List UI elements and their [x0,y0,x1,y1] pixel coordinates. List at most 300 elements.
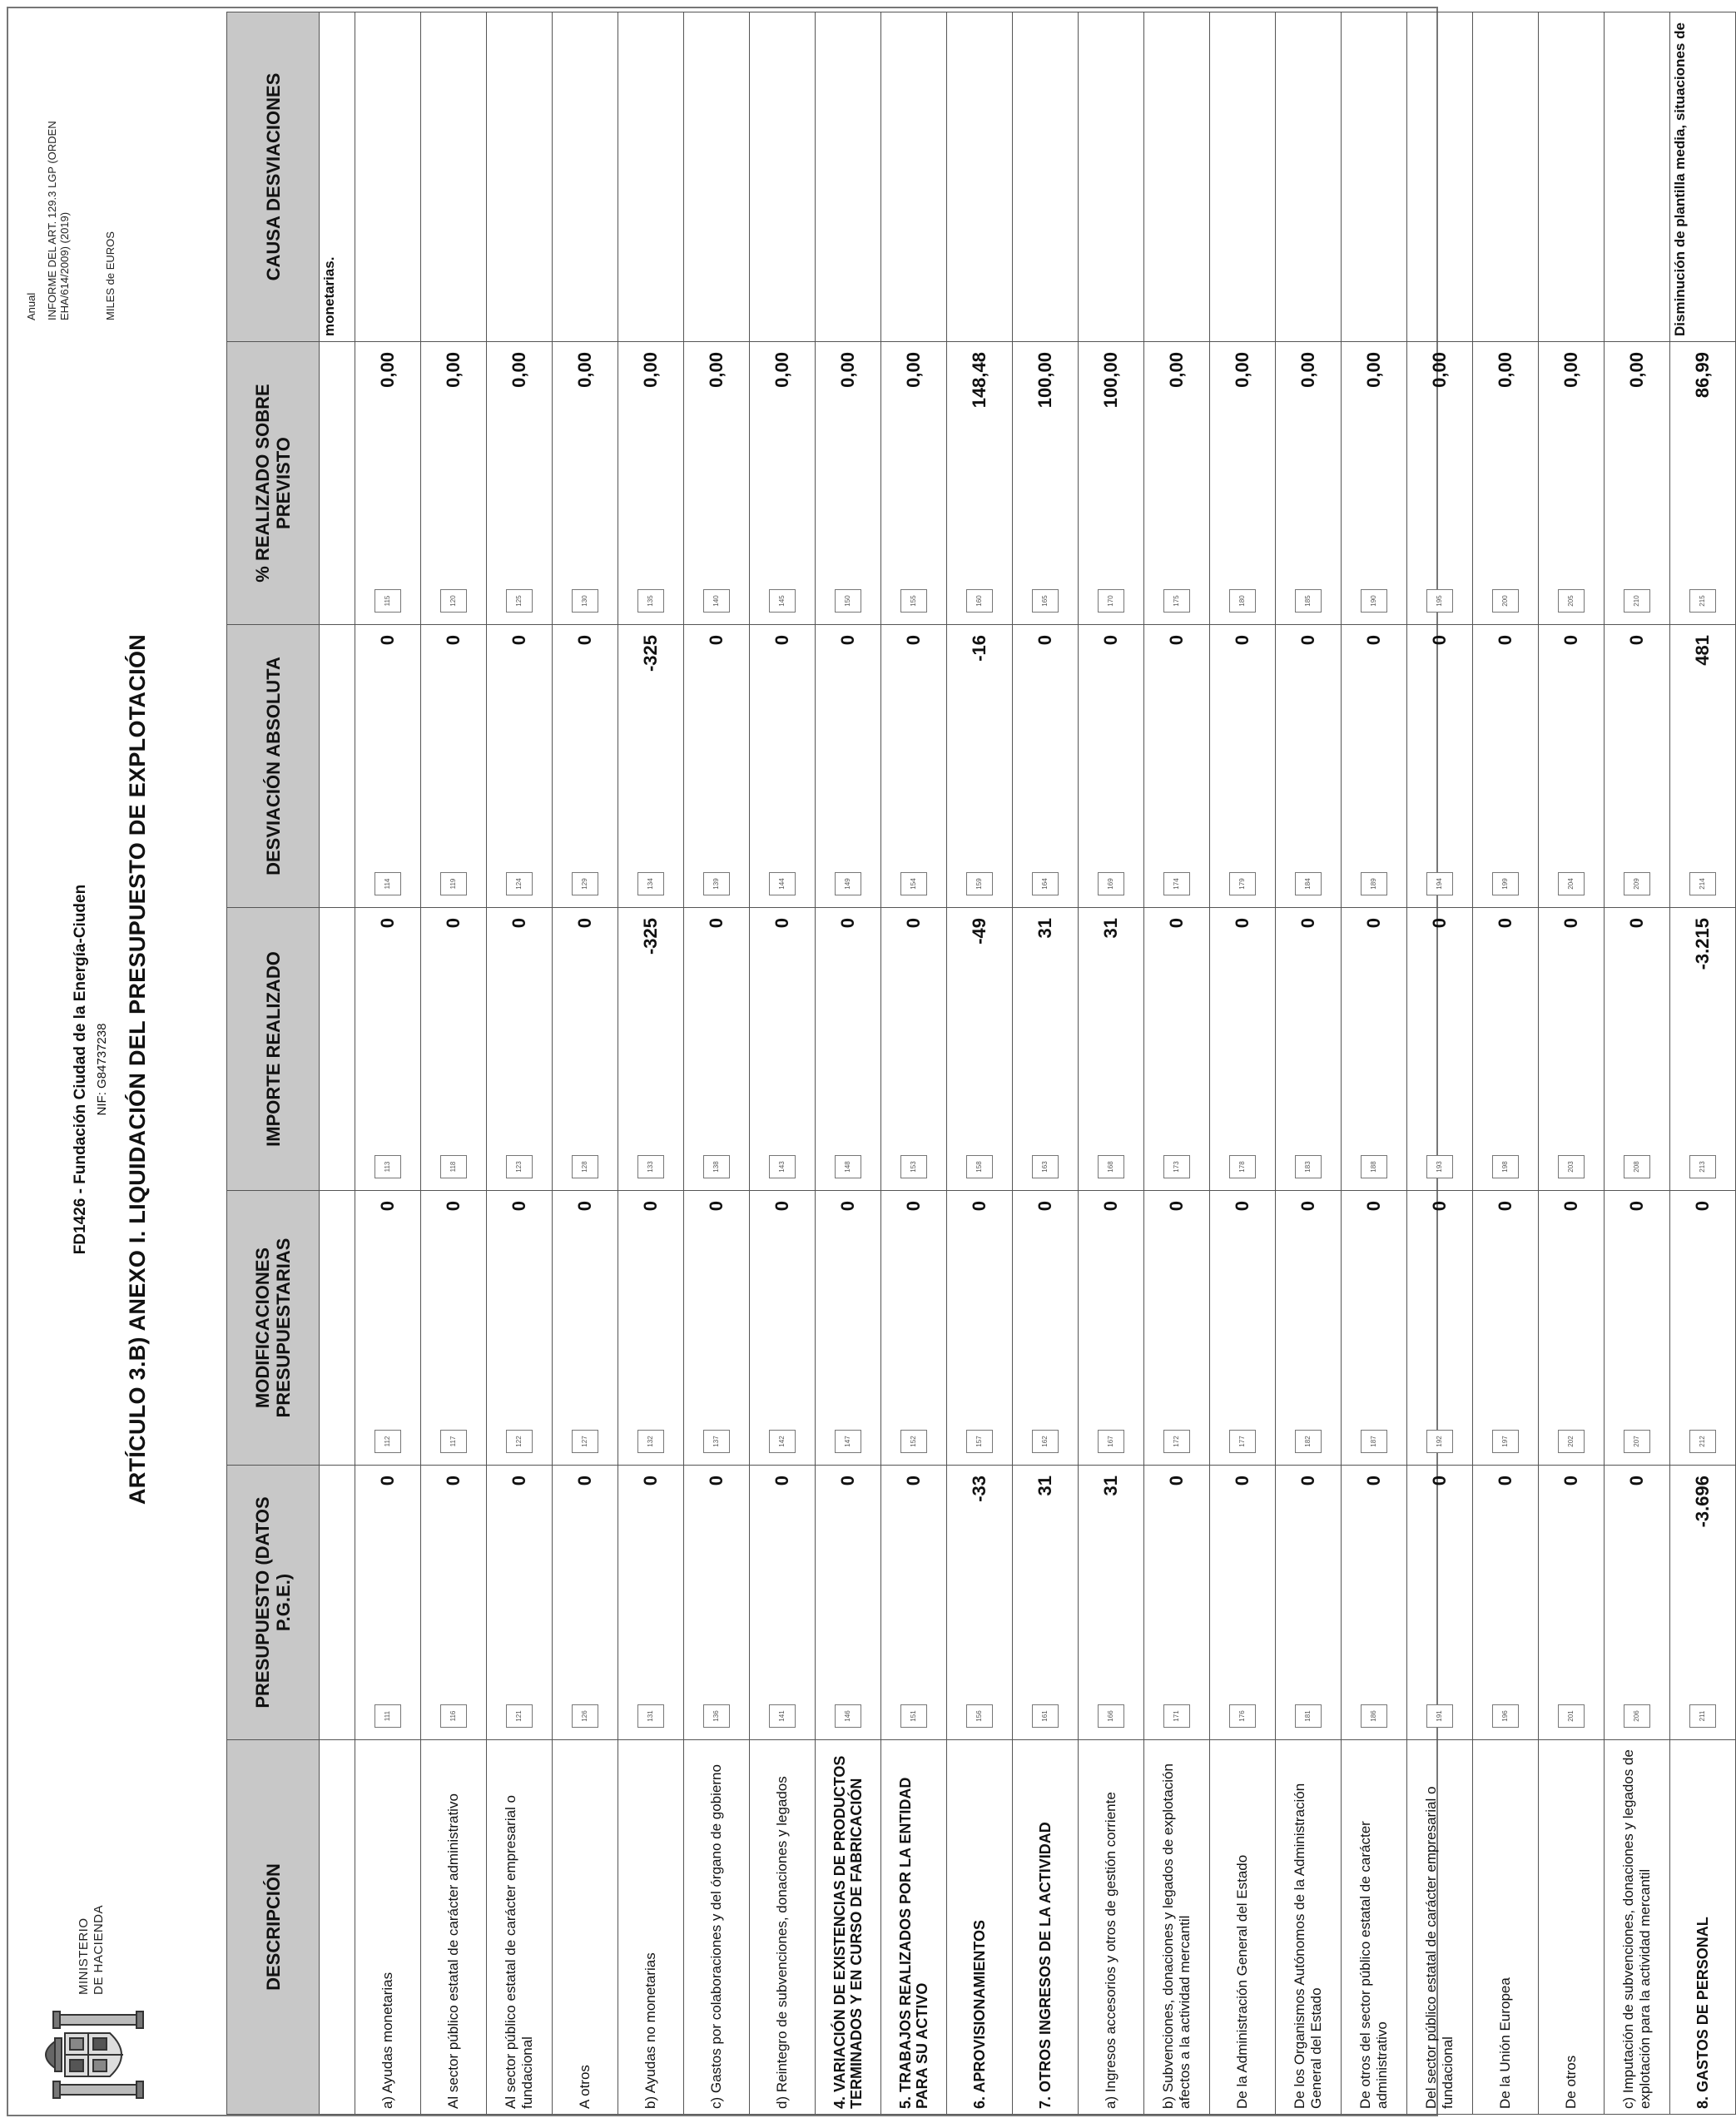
field-code-box: 120 [440,589,467,613]
field-code-box: 185 [1295,589,1322,613]
table-row [684,12,750,2115]
cell-value: 0 [1692,1201,1713,1212]
value-cell [1342,908,1407,1191]
row-cause [684,12,750,342]
cell-value: 0 [706,1476,727,1486]
field-code-box: 165 [1032,589,1059,613]
field-code-box: 143 [769,1155,796,1178]
cell-value: 0 [1429,635,1450,646]
field-code-box: 155 [900,589,927,613]
cell-value: 0 [377,1201,398,1212]
value-cell [684,1466,750,1740]
cell-value: 148,48 [969,352,990,409]
cell-value: 0 [837,635,858,646]
cell-value: 0,00 [837,352,858,388]
field-code-box: 162 [1032,1430,1059,1453]
field-code-box: 114 [374,872,401,895]
cell-value: 0 [1232,1476,1252,1486]
value-cell [947,342,1013,625]
field-code-box: 214 [1689,872,1716,895]
cell-value: 0,00 [640,352,661,388]
field-code-box: 212 [1689,1430,1716,1453]
table-row [487,12,553,2115]
cell-value: 0 [1429,1476,1450,1486]
field-code-box: 137 [703,1430,730,1453]
value-cell [421,1466,487,1740]
value-cell [947,625,1013,908]
field-code-box: 213 [1689,1155,1716,1178]
row-description: 7. OTROS INGRESOS DE LA ACTIVIDAD [1013,1740,1079,2115]
row-description: 6. APROVISIONAMIENTOS [947,1740,1013,2115]
value-cell [487,1191,553,1466]
field-code-box: 150 [835,589,861,613]
cell-value: 0 [1100,1201,1121,1212]
value-cell [1013,342,1079,625]
report-frequency: Anual [25,292,37,320]
field-code-box: 183 [1295,1155,1322,1178]
continuation-empty [320,1466,355,1740]
cell-value: -16 [969,635,990,662]
row-description: a) Ingresos accesorios y otros de gestión corriente [1079,1740,1144,2115]
cell-value: 0,00 [706,352,727,388]
row-description: c) Gastos por colaboraciones y del órgano de gobierno [684,1740,750,2115]
cell-value: 0 [771,1476,792,1486]
field-code-box: 191 [1426,1704,1453,1728]
table-row [1276,12,1342,2115]
value-cell [750,908,816,1191]
value-cell [355,342,421,625]
value-cell [1407,1466,1473,1740]
table-row [1539,12,1605,2115]
value-cell [1210,1191,1276,1466]
field-code-box: 188 [1361,1155,1387,1178]
cell-value: -3.696 [1692,1476,1713,1528]
cell-value: 0 [1297,1476,1318,1486]
cell-value: 0,00 [1363,352,1384,388]
value-cell [618,1191,684,1466]
table-row [1473,12,1539,2115]
field-code-box: 166 [1098,1704,1124,1728]
value-cell [553,1466,618,1740]
row-cause [750,12,816,342]
value-cell [355,625,421,908]
field-code-box: 194 [1426,872,1453,895]
cell-value: 0 [574,635,595,646]
row-description: a) Ayudas monetarias [355,1740,421,2115]
row-cause [816,12,881,342]
cell-value: 0 [1166,635,1187,646]
page-header [8,8,221,2118]
value-cell [881,342,947,625]
document-frame [7,7,1713,2116]
cell-value: 0,00 [1626,352,1647,388]
field-code-box: 146 [835,1704,861,1728]
col-presupuesto: PRESUPUESTO (DATOS P.G.E.) [227,1466,320,1740]
row-cause [1079,12,1144,342]
field-code-box: 149 [835,872,861,895]
cell-value: 0 [443,918,464,929]
field-code-box: 142 [769,1430,796,1453]
value-cell [1276,1191,1342,1466]
field-code-box: 141 [769,1704,796,1728]
value-cell [1079,908,1144,1191]
row-description: 4. VARIACIÓN DE EXISTENCIAS DE PRODUCTOS TERMINADOS Y EN CURSO DE FABRICACIÓN [816,1740,881,2115]
table-row [1605,12,1670,2115]
col-porcentaje: % REALIZADO SOBRE PREVISTO [227,342,320,625]
value-cell [947,1191,1013,1466]
row-cause [947,12,1013,342]
value-cell [1539,625,1605,908]
value-cell [1144,1191,1210,1466]
cell-value: 0 [1232,1201,1252,1212]
value-cell [1670,1191,1736,1466]
field-code-box: 111 [374,1704,401,1728]
field-code-box: 173 [1163,1155,1190,1178]
field-code-box: 192 [1426,1430,1453,1453]
field-code-box: 116 [440,1704,467,1728]
value-cell [1079,342,1144,625]
value-cell [1539,342,1605,625]
cell-value: 0 [1495,1201,1515,1212]
cell-value: 0,00 [903,352,924,388]
nif-code: NIF: G84737238 [95,1023,109,1116]
col-importe: IMPORTE REALIZADO [227,908,320,1191]
cell-value: 0 [1560,635,1581,646]
cell-value: 86,99 [1692,352,1713,399]
table-row [1210,12,1276,2115]
field-code-box: 161 [1032,1704,1059,1728]
value-cell [355,908,421,1191]
field-code-box: 124 [506,872,533,895]
row-description: Al sector público estatal de carácter empresarial o fundacional [487,1740,553,2115]
field-code-box: 113 [374,1155,401,1178]
value-cell [816,625,881,908]
row-description: b) Ayudas no monetarias [618,1740,684,2115]
value-cell [1539,1466,1605,1740]
field-code-box: 139 [703,872,730,895]
row-cause [1013,12,1079,342]
field-code-box: 196 [1492,1704,1519,1728]
cell-value: 0 [1034,1201,1055,1212]
value-cell [618,625,684,908]
field-code-box: 134 [637,872,664,895]
rotated-page [8,8,1713,2118]
cell-value: 0 [377,918,398,929]
row-description: De otros [1539,1740,1605,2115]
col-modificaciones: MODIFICACIONES PRESUPUESTARIAS [227,1191,320,1466]
table-row [1670,12,1736,2115]
field-code-box: 154 [900,872,927,895]
document-title: ARTÍCULO 3.B) ANEXO I. LIQUIDACIÓN DEL PRESUPUESTO DE EXPLOTACIÓN [125,633,150,1505]
col-desviacion: DESVIACIÓN ABSOLUTA [227,625,320,908]
cell-value: 0,00 [377,352,398,388]
table-row [816,12,881,2115]
field-code-box: 195 [1426,589,1453,613]
field-code-box: 132 [637,1430,664,1453]
row-cause [1539,12,1605,342]
cell-value: 31 [1034,1476,1055,1496]
field-code-box: 182 [1295,1430,1322,1453]
value-cell [1473,908,1539,1191]
value-cell [1670,908,1736,1191]
row-cause [1342,12,1407,342]
cell-value: 0 [1626,1476,1647,1486]
table-row [1407,12,1473,2115]
value-cell [1670,342,1736,625]
field-code-box: 172 [1163,1430,1190,1453]
field-code-box: 200 [1492,589,1519,613]
field-code-box: 199 [1492,872,1519,895]
cell-value: 0 [1166,1476,1187,1486]
value-cell [1670,625,1736,908]
value-cell [1473,625,1539,908]
cell-value: 0,00 [1495,352,1515,388]
field-code-box: 133 [637,1155,664,1178]
value-cell [553,625,618,908]
value-cell [1276,908,1342,1191]
value-cell [1473,342,1539,625]
cell-value: 0,00 [1166,352,1187,388]
cell-value: 0 [969,1201,990,1212]
field-code-box: 117 [440,1430,467,1453]
cell-value: 0 [1034,635,1055,646]
row-description: A otros [553,1740,618,2115]
value-cell [750,342,816,625]
cell-value: -325 [640,918,661,955]
value-cell [1605,342,1670,625]
row-cause [618,12,684,342]
field-code-box: 209 [1624,872,1650,895]
field-code-box: 167 [1098,1430,1124,1453]
field-code-box: 159 [966,872,993,895]
cell-value: 0 [574,918,595,929]
row-cause [1407,12,1473,342]
cell-value: 0 [377,1476,398,1486]
cell-value: 0 [1297,635,1318,646]
value-cell [1210,342,1276,625]
cell-value: 0 [443,635,464,646]
value-cell [1473,1191,1539,1466]
value-cell [816,342,881,625]
cell-value: 0 [771,635,792,646]
table-body [320,12,1736,2115]
cell-value: 0 [903,635,924,646]
field-code-box: 180 [1229,589,1256,613]
cell-value: 0 [443,1476,464,1486]
field-code-box: 118 [440,1155,467,1178]
cell-value: 0 [837,918,858,929]
cell-value: 0,00 [1297,352,1318,388]
field-code-box: 119 [440,872,467,895]
cell-value: 0 [1166,1201,1187,1212]
cell-value: 0 [1232,635,1252,646]
field-code-box: 151 [900,1704,927,1728]
table-row [1013,12,1079,2115]
continuation-empty [320,1740,355,2115]
row-cause [421,12,487,342]
cell-value: 31 [1100,1476,1121,1496]
ministry-name [77,1905,107,1995]
cell-value: 0 [837,1201,858,1212]
field-code-box: 122 [506,1430,533,1453]
value-cell [618,1466,684,1740]
value-cell [421,342,487,625]
field-code-box: 174 [1163,872,1190,895]
table-row [1144,12,1210,2115]
cell-value: 0 [1560,918,1581,929]
cell-value: 0 [1363,1201,1384,1212]
value-cell [1605,625,1670,908]
cell-value: 0 [377,635,398,646]
cell-value: 0 [1363,918,1384,929]
value-cell [1210,908,1276,1191]
value-cell [1539,1191,1605,1466]
field-code-box: 131 [637,1704,664,1728]
field-code-box: 189 [1361,872,1387,895]
field-code-box: 190 [1361,589,1387,613]
field-code-box: 168 [1098,1155,1124,1178]
row-description: 5. TRABAJOS REALIZADOS POR LA ENTIDAD PARA SU ACTIVO [881,1740,947,2115]
value-cell [1473,1466,1539,1740]
value-cell [1342,1191,1407,1466]
field-code-box: 126 [572,1704,598,1728]
field-code-box: 169 [1098,872,1124,895]
table-row [618,12,684,2115]
field-code-box: 157 [966,1430,993,1453]
value-cell [947,908,1013,1191]
cell-value: 0 [640,1476,661,1486]
field-code-box: 175 [1163,589,1190,613]
row-cause [1210,12,1276,342]
field-code-box: 147 [835,1430,861,1453]
row-cause [487,12,553,342]
table-row [947,12,1013,2115]
field-code-box: 171 [1163,1704,1190,1728]
value-cell [1210,1466,1276,1740]
value-cell [1079,1191,1144,1466]
value-cell [750,1466,816,1740]
field-code-box: 153 [900,1155,927,1178]
report-regulation: INFORME DEL ART. 129.3 LGP (ORDEN EHA/614/2009) (2019) [46,121,71,320]
cell-value: 0 [903,1476,924,1486]
cell-value: 0 [1100,635,1121,646]
field-code-box: 158 [966,1155,993,1178]
report-units: MILES de EUROS [104,231,117,320]
row-cause [1144,12,1210,342]
field-code-box: 205 [1558,589,1585,613]
row-description: 8. GASTOS DE PERSONAL [1670,1740,1736,2115]
value-cell [1605,1191,1670,1466]
value-cell [1144,908,1210,1191]
cell-value: 0 [706,1201,727,1212]
row-cause [1605,12,1670,342]
cell-value: 0 [1297,918,1318,929]
value-cell [553,908,618,1191]
row-cause [553,12,618,342]
report-info [25,21,117,320]
cell-value: -325 [640,635,661,672]
row-cause: Disminución de plantilla media, situaciones de [1670,12,1736,342]
value-cell [421,625,487,908]
cell-value: 0 [508,918,529,929]
value-cell [487,908,553,1191]
cell-value: 0 [771,1201,792,1212]
cell-value: 0,00 [771,352,792,388]
value-cell [1144,1466,1210,1740]
field-code-box: 211 [1689,1704,1716,1728]
table-row [750,12,816,2115]
field-code-box: 121 [506,1704,533,1728]
field-code-box: 208 [1624,1155,1650,1178]
row-description: De la Unión Europea [1473,1740,1539,2115]
value-cell [1079,1466,1144,1740]
field-code-box: 206 [1624,1704,1650,1728]
field-code-box: 163 [1032,1155,1059,1178]
value-cell [553,1191,618,1466]
cell-value: 100,00 [1034,352,1055,409]
field-code-box: 203 [1558,1155,1585,1178]
cell-value: 0 [1626,635,1647,646]
field-code-box: 138 [703,1155,730,1178]
value-cell [1210,625,1276,908]
cell-value: -33 [969,1476,990,1502]
field-code-box: 112 [374,1430,401,1453]
cell-value: 31 [1034,918,1055,939]
field-code-box: 201 [1558,1704,1585,1728]
coat-of-arms-logo [30,2008,155,2101]
cell-value: 0 [1363,1476,1384,1486]
field-code-box: 197 [1492,1430,1519,1453]
table-header-row [227,12,320,2115]
field-code-box: 186 [1361,1704,1387,1728]
cell-value: 0 [1626,1201,1647,1212]
field-code-box: 140 [703,589,730,613]
field-code-box: 129 [572,872,598,895]
value-cell [1342,625,1407,908]
value-cell [1144,625,1210,908]
value-cell [684,908,750,1191]
table-row [355,12,421,2115]
value-cell [881,1191,947,1466]
value-cell [1407,342,1473,625]
cell-value: 0,00 [574,352,595,388]
cell-value: 0 [903,918,924,929]
field-code-box: 115 [374,589,401,613]
field-code-box: 176 [1229,1704,1256,1728]
field-code-box: 148 [835,1155,861,1178]
cell-value: 31 [1100,918,1121,939]
continuation-cause: monetarias. [320,12,355,342]
field-code-box: 130 [572,589,598,613]
value-cell [1276,625,1342,908]
value-cell [1407,908,1473,1191]
row-description: Al sector público estatal de carácter administrativo [421,1740,487,2115]
value-cell [618,342,684,625]
field-code-box: 144 [769,872,796,895]
continuation-empty [320,1191,355,1466]
value-cell [1605,908,1670,1191]
row-cause [355,12,421,342]
organization-name: FD1426 - Fundación Ciudad de la Energía-Ciuden [72,884,89,1255]
value-cell [1407,1191,1473,1466]
field-code-box: 210 [1624,589,1650,613]
cell-value: 0 [903,1201,924,1212]
cell-value: 0 [1626,918,1647,929]
value-cell [816,1466,881,1740]
field-code-box: 164 [1032,872,1059,895]
value-cell [750,1191,816,1466]
cell-value: 0 [1363,635,1384,646]
